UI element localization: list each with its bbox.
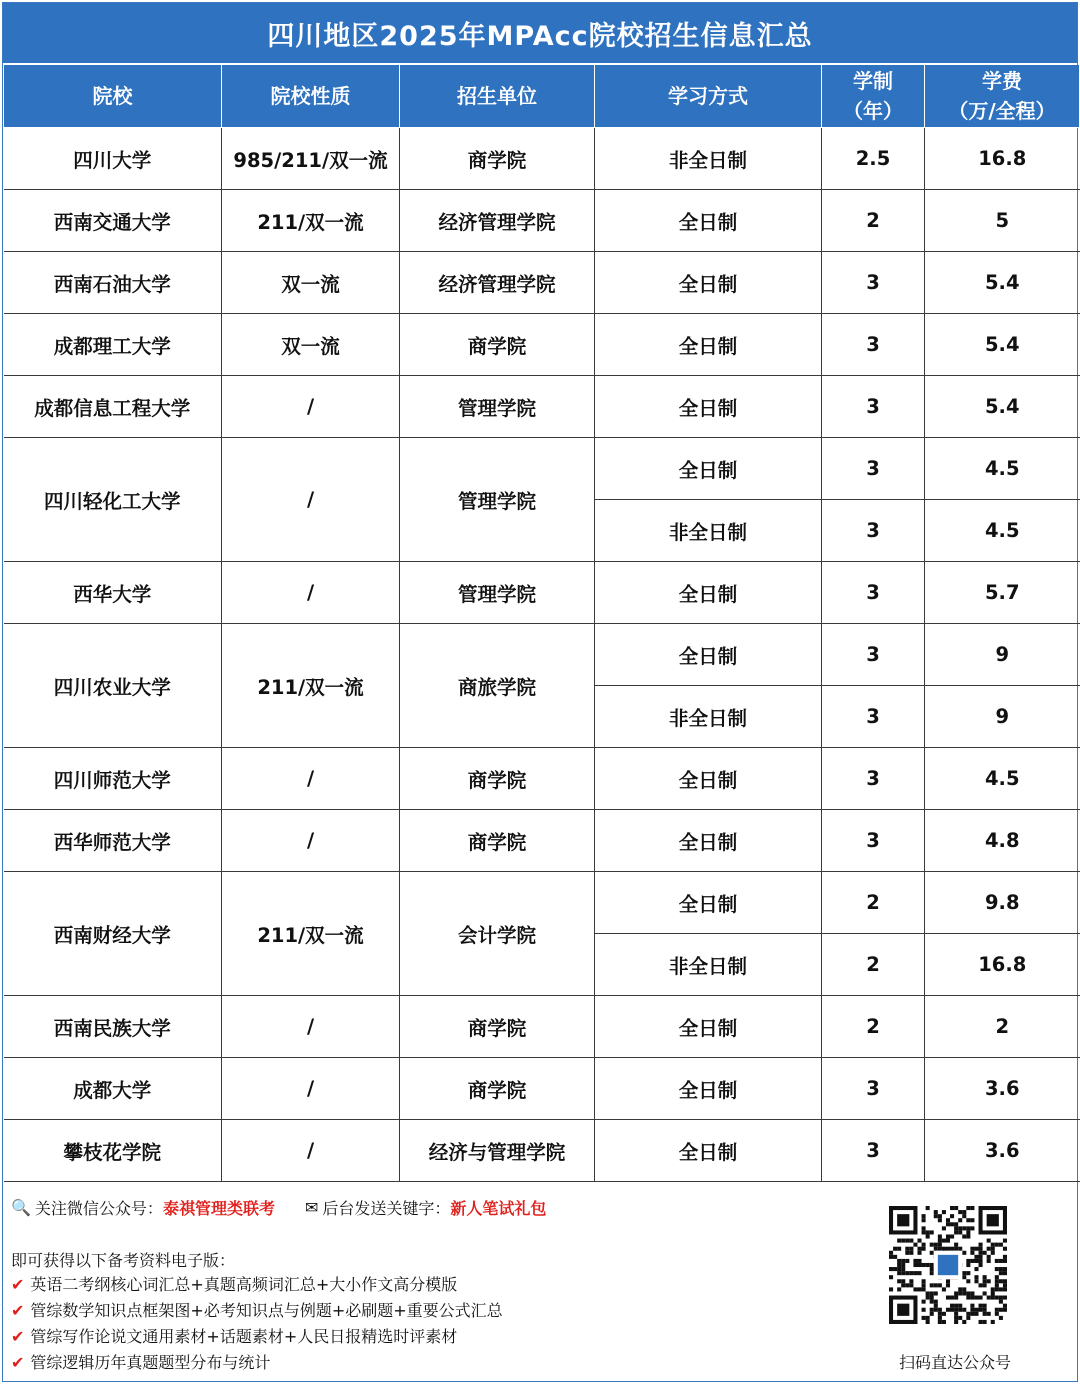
cell-fee: 4.5 bbox=[925, 748, 1080, 810]
cell-school: 西南财经大学 bbox=[4, 872, 222, 996]
cell-nature: 双一流 bbox=[222, 252, 400, 314]
cell-school: 成都理工大学 bbox=[4, 314, 222, 376]
cell-mode: 全日制 bbox=[595, 252, 822, 314]
qr-caption: 扫码直达公众号 bbox=[898, 1353, 1011, 1372]
table-row bbox=[4, 872, 1080, 934]
cell-fee: 5.4 bbox=[925, 376, 1080, 438]
cell-mode: 全日制 bbox=[595, 562, 822, 624]
cell-fee: 4.5 bbox=[925, 500, 1080, 562]
cell-mode: 全日制 bbox=[595, 872, 822, 934]
cell-fee: 9 bbox=[925, 624, 1080, 686]
cell-years: 3 bbox=[822, 624, 925, 686]
cell-nature: / bbox=[222, 748, 400, 810]
cell-unit: 商学院 bbox=[400, 996, 595, 1058]
cell-years: 3 bbox=[822, 252, 925, 314]
cell-years: 3 bbox=[822, 314, 925, 376]
cell-school: 西南民族大学 bbox=[4, 996, 222, 1058]
cell-mode: 全日制 bbox=[595, 810, 822, 872]
table-row bbox=[4, 562, 1080, 624]
cell-mode: 全日制 bbox=[595, 438, 822, 500]
footer bbox=[3, 1182, 1077, 1387]
cell-unit: 管理学院 bbox=[400, 562, 595, 624]
magnifier-icon: 🔍 bbox=[11, 1198, 31, 1217]
cell-mode: 全日制 bbox=[595, 748, 822, 810]
cell-school: 四川师范大学 bbox=[4, 748, 222, 810]
cell-years: 3 bbox=[822, 748, 925, 810]
list-item: ✔ 管综逻辑历年真题题型分布与统计 bbox=[11, 1350, 503, 1376]
table-row bbox=[4, 252, 1080, 314]
cell-fee: 5 bbox=[925, 190, 1080, 252]
cell-unit: 经济管理学院 bbox=[400, 190, 595, 252]
table-row bbox=[4, 128, 1080, 190]
cell-nature: 985/211/双一流 bbox=[222, 128, 400, 190]
cell-fee: 9.8 bbox=[925, 872, 1080, 934]
cell-years: 2 bbox=[822, 190, 925, 252]
cell-unit: 商旅学院 bbox=[400, 624, 595, 748]
table-row bbox=[4, 996, 1080, 1058]
checkmark-icon: ✔ bbox=[11, 1353, 25, 1372]
table-row bbox=[4, 748, 1080, 810]
checkmark-icon: ✔ bbox=[11, 1275, 25, 1294]
header-mode: 学习方式 bbox=[595, 65, 822, 128]
cell-unit: 经济管理学院 bbox=[400, 252, 595, 314]
cell-nature: / bbox=[222, 376, 400, 438]
qr-code-icon[interactable] bbox=[889, 1206, 1007, 1324]
account-name: 泰祺管理类联考 bbox=[162, 1199, 275, 1218]
cell-nature: 211/双一流 bbox=[222, 190, 400, 252]
cell-nature: / bbox=[222, 438, 400, 562]
cell-years: 2 bbox=[822, 934, 925, 996]
list-item: ✔ 管综写作论说文通用素材+话题素材+人民日报精选时评素材 bbox=[11, 1324, 503, 1350]
cell-fee: 3.6 bbox=[925, 1058, 1080, 1120]
cell-unit: 经济与管理学院 bbox=[400, 1120, 595, 1182]
cell-unit: 管理学院 bbox=[400, 376, 595, 438]
cell-years: 3 bbox=[822, 1058, 925, 1120]
list-item: ✔ 管综数学知识点框架图+必考知识点与例题+必刷题+重要公式汇总 bbox=[11, 1298, 503, 1324]
cell-nature: / bbox=[222, 1120, 400, 1182]
cell-mode: 非全日制 bbox=[595, 500, 822, 562]
cell-nature: / bbox=[222, 562, 400, 624]
cell-unit: 商学院 bbox=[400, 128, 595, 190]
cell-nature: 双一流 bbox=[222, 314, 400, 376]
envelope-icon: ✉ bbox=[304, 1198, 319, 1217]
cell-unit: 商学院 bbox=[400, 314, 595, 376]
cell-fee: 16.8 bbox=[925, 934, 1080, 996]
cell-school: 成都信息工程大学 bbox=[4, 376, 222, 438]
cell-mode: 全日制 bbox=[595, 376, 822, 438]
cell-school: 攀枝花学院 bbox=[4, 1120, 222, 1182]
page-title: 四川地区2025年MPAcc院校招生信息汇总 bbox=[3, 3, 1077, 65]
cell-nature: 211/双一流 bbox=[222, 872, 400, 996]
cell-years: 3 bbox=[822, 1120, 925, 1182]
resource-list bbox=[11, 1272, 503, 1376]
header-school: 院校 bbox=[4, 65, 222, 128]
cell-years: 2 bbox=[822, 996, 925, 1058]
cell-nature: 211/双一流 bbox=[222, 624, 400, 748]
checkmark-icon: ✔ bbox=[11, 1327, 25, 1346]
table-row bbox=[4, 1058, 1080, 1120]
cell-mode: 全日制 bbox=[595, 1058, 822, 1120]
cell-fee: 16.8 bbox=[925, 128, 1080, 190]
cell-nature: / bbox=[222, 996, 400, 1058]
cell-mode: 全日制 bbox=[595, 996, 822, 1058]
cell-years: 3 bbox=[822, 438, 925, 500]
checkmark-icon: ✔ bbox=[11, 1301, 25, 1320]
cell-mode: 全日制 bbox=[595, 1120, 822, 1182]
cell-school: 四川大学 bbox=[4, 128, 222, 190]
cell-unit: 会计学院 bbox=[400, 872, 595, 996]
info-sheet bbox=[2, 2, 1078, 1382]
cell-unit: 管理学院 bbox=[400, 438, 595, 562]
cell-nature: / bbox=[222, 810, 400, 872]
cell-school: 西南交通大学 bbox=[4, 190, 222, 252]
cell-mode: 非全日制 bbox=[595, 934, 822, 996]
cell-school: 西南石油大学 bbox=[4, 252, 222, 314]
header-unit: 招生单位 bbox=[400, 65, 595, 128]
cell-fee: 5.4 bbox=[925, 314, 1080, 376]
cell-nature: / bbox=[222, 1058, 400, 1120]
table-row bbox=[4, 1120, 1080, 1182]
table-row bbox=[4, 190, 1080, 252]
header-years: 学制 （年） bbox=[822, 65, 925, 128]
table-row bbox=[4, 314, 1080, 376]
table-header-row bbox=[4, 65, 1080, 128]
cell-years: 3 bbox=[822, 686, 925, 748]
cell-fee: 4.8 bbox=[925, 810, 1080, 872]
cell-school: 四川农业大学 bbox=[4, 624, 222, 748]
cell-years: 3 bbox=[822, 500, 925, 562]
cell-mode: 非全日制 bbox=[595, 128, 822, 190]
follow-line bbox=[11, 1196, 546, 1219]
cell-fee: 2 bbox=[925, 996, 1080, 1058]
table-row bbox=[4, 810, 1080, 872]
cell-fee: 5.7 bbox=[925, 562, 1080, 624]
cell-years: 3 bbox=[822, 562, 925, 624]
cell-school: 四川轻化工大学 bbox=[4, 438, 222, 562]
list-item: ✔ 英语二考纲核心词汇总+真题高频词汇总+大小作文高分模版 bbox=[11, 1272, 503, 1298]
table-body bbox=[4, 128, 1080, 1182]
cell-unit: 商学院 bbox=[400, 748, 595, 810]
cell-mode: 全日制 bbox=[595, 314, 822, 376]
cell-mode: 全日制 bbox=[595, 624, 822, 686]
send-label: 后台发送关键字： bbox=[322, 1199, 451, 1218]
cell-fee: 3.6 bbox=[925, 1120, 1080, 1182]
cell-school: 成都大学 bbox=[4, 1058, 222, 1120]
cell-years: 3 bbox=[822, 376, 925, 438]
cell-school: 西华大学 bbox=[4, 562, 222, 624]
cell-years: 2.5 bbox=[822, 128, 925, 190]
cell-unit: 商学院 bbox=[400, 1058, 595, 1120]
cell-unit: 商学院 bbox=[400, 810, 595, 872]
cell-mode: 全日制 bbox=[595, 190, 822, 252]
table-row bbox=[4, 624, 1080, 686]
table-row bbox=[4, 438, 1080, 500]
cell-years: 3 bbox=[822, 810, 925, 872]
intro-text: 即可获得以下备考资料电子版： bbox=[11, 1251, 236, 1270]
header-nature: 院校性质 bbox=[222, 65, 400, 128]
follow-label: 关注微信公众号： bbox=[34, 1199, 163, 1218]
cell-fee: 9 bbox=[925, 686, 1080, 748]
cell-fee: 4.5 bbox=[925, 438, 1080, 500]
cell-mode: 非全日制 bbox=[595, 686, 822, 748]
table-row bbox=[4, 376, 1080, 438]
cell-years: 2 bbox=[822, 872, 925, 934]
cell-fee: 5.4 bbox=[925, 252, 1080, 314]
keyword: 新人笔试礼包 bbox=[450, 1199, 547, 1218]
admissions-table bbox=[3, 65, 1080, 1182]
header-fee: 学费 （万/全程） bbox=[925, 65, 1080, 128]
cell-school: 西华师范大学 bbox=[4, 810, 222, 872]
